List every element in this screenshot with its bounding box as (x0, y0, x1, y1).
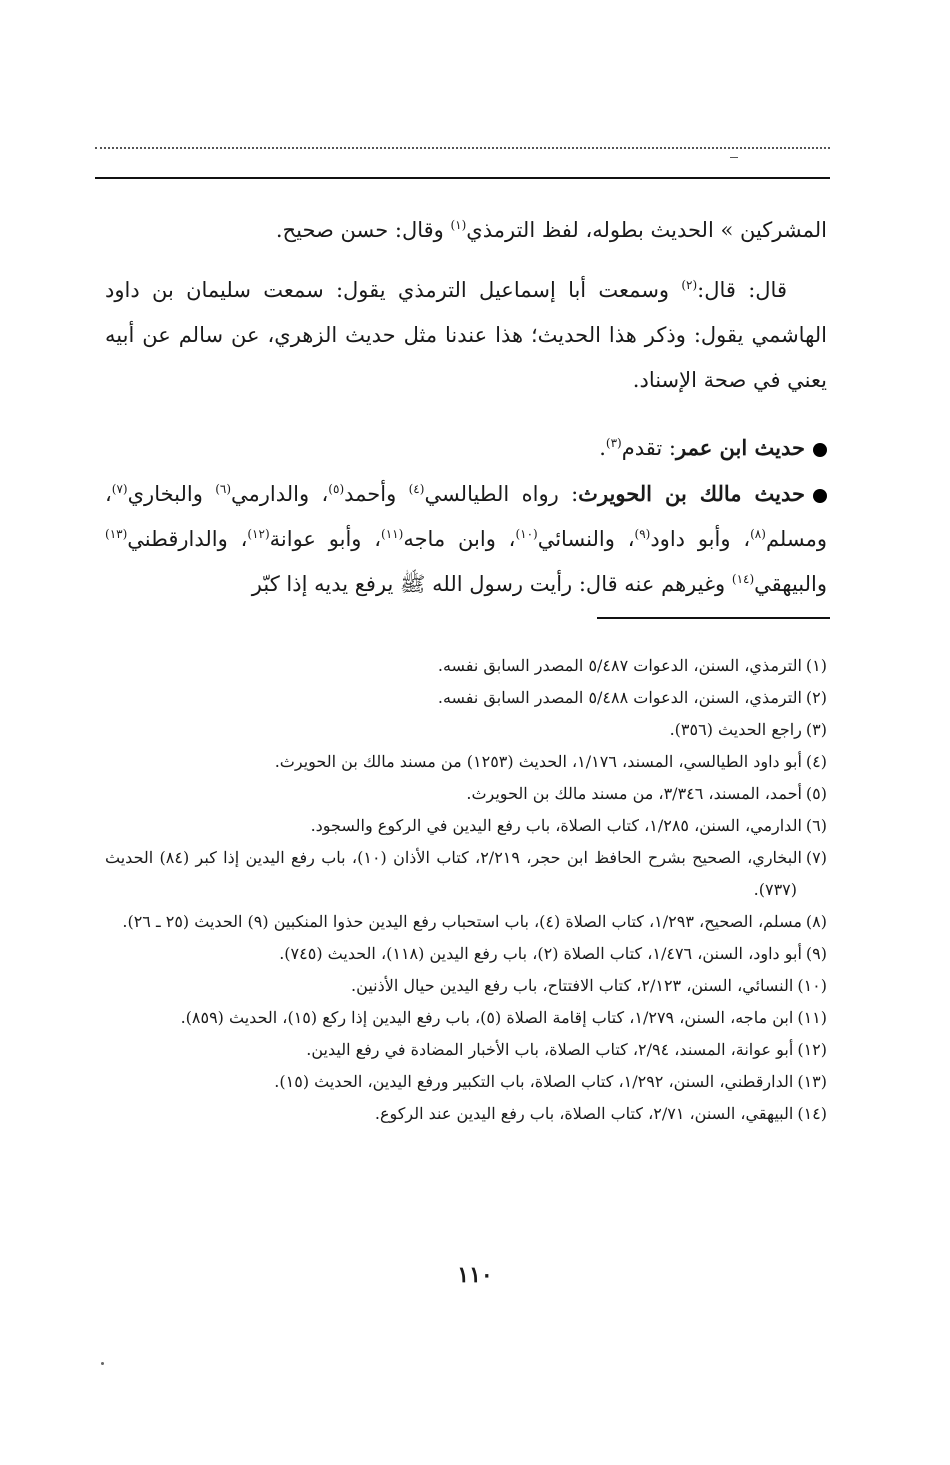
hadith-text: ، والدارقطني (127, 527, 248, 551)
footnote-number: (١٠) (797, 976, 827, 995)
footnote-item (105, 810, 827, 842)
footnote-item (105, 714, 827, 746)
footnote-text: ابن ماجه، السنن، ١/٢٧٩، كتاب إقامة الصلاة (٥)، باب رفع اليدين إذا ركع (١٥)، الحديث (٨٥٩). (180, 1008, 794, 1027)
header-dotted-rule (95, 147, 830, 149)
footnote-ref[interactable]: (١٤) (731, 572, 755, 586)
hadith-text: ، وابن ماجه (403, 527, 516, 551)
bullet-icon (813, 489, 827, 503)
footnote-text: أبو داود، السنن، ١/٤٧٦، كتاب الصلاة (٢)، باب رفع اليدين (١١٨)، الحديث (٧٤٥). (279, 944, 802, 963)
footnote-item (105, 970, 827, 1002)
footnote-text: الترمذي، السنن، الدعوات ٥/٤٨٨ المصدر السابق نفسه. (437, 688, 802, 707)
footnote-number: (٧) (805, 848, 828, 867)
footnote-ref[interactable]: (١٣) (105, 527, 128, 541)
footnote-ref[interactable]: (١٠) (515, 527, 538, 541)
header-mark (730, 157, 738, 158)
footnote-number: (١٣) (797, 1072, 827, 1091)
footnote-number: (٤) (805, 752, 827, 771)
footnote-ref[interactable]: (٥) (328, 482, 345, 496)
footnote-text: راجع الحديث (٣٥٦). (669, 720, 802, 739)
hadith-text: ، وأبو عوانة (269, 527, 382, 551)
footnote-text: البخاري، الصحيح بشرح الحافظ ابن حجر، ٢/٢١٩، كتاب الأذان (١٠)، باب رفع اليدين إذا كبر (٨٤) الحديث (٧٣٧). (105, 848, 802, 899)
footnote-number: (١٤) (797, 1104, 827, 1123)
footnote-item (105, 1098, 827, 1130)
main-text (105, 208, 827, 607)
footnote-item (105, 842, 827, 906)
footnote-ref[interactable]: (١٢) (247, 527, 270, 541)
footnote-text: أحمد، المسند، ٣/٣٤٦، من مسند مالك بن الحويرث. (466, 784, 802, 803)
hadith-item-malik (105, 471, 827, 607)
footnote-ref[interactable]: (٦) (215, 482, 232, 496)
footnote-ref[interactable]: (٣) (605, 436, 622, 450)
hadith-item-ibn-umar (105, 425, 827, 471)
footnote-number: (١١) (797, 1008, 827, 1027)
hadith-text: . (599, 436, 606, 460)
hadith-text: والبيهقي (754, 572, 827, 596)
paragraph-continuation (105, 208, 827, 253)
footnote-text: الترمذي، السنن، الدعوات ٥/٤٨٧ المصدر السابق نفسه. (437, 656, 802, 675)
footnote-number: (١) (805, 656, 827, 675)
footnote-text: الدارقطني، السنن، ١/٢٩٢، كتاب الصلاة، باب التكبير ورفع اليدين، الحديث (١٥). (274, 1072, 794, 1091)
footnote-ref[interactable]: (٩) (634, 527, 651, 541)
hadith-title: حديث ابن عمر (675, 435, 805, 460)
hadith-text: وأحمد (344, 482, 409, 506)
footnote-number: (٦) (805, 816, 827, 835)
footnote-text: مسلم، الصحيح، ١/٢٩٣، كتاب الصلاة (٤)، باب استحباب رفع اليدين حذوا المنكبين (٩) الحديث (٢٥ ـ ٢٦). (122, 912, 802, 931)
footnote-number: (٩) (805, 944, 827, 963)
footnote-text: أبو عوانة، المسند، ٢/٩٤، كتاب الصلاة، باب الأخبار المضادة في رفع اليدين. (306, 1040, 794, 1059)
hadith-text: وغيرهم عنه قال: رأيت رسول الله ﷺ يرفع يديه إذا كبّر (251, 572, 732, 596)
footnote-item (105, 746, 827, 778)
paragraph-text: وسمعت أبا إسماعيل الترمذي يقول: سمعت سليمان بن داود الهاشمي يقول: وذكر هذا الحديث؛ هذا عندنا مثل حديث الزهري، عن سالم عن أبيه يعني في صحة الإسناد. (105, 278, 827, 392)
footnote-text: البيهقي، السنن، ٢/٧١، كتاب الصلاة، باب رفع اليدين عند الركوع. (374, 1104, 794, 1123)
footnote-ref[interactable]: (٧) (111, 482, 128, 496)
footnote-ref[interactable]: (٨) (750, 527, 766, 541)
footnote-item (105, 906, 827, 938)
footnote-text: النسائي، السنن، ٢/١٢٣، كتاب الافتتاح، باب رفع اليدين حيال الأذنين. (351, 976, 794, 995)
bullet-icon (813, 443, 827, 457)
footnote-text: أبو داود الطيالسي، المسند، ١/١٧٦، الحديث (١٢٥٣) من مسند مالك بن الحويرث. (274, 752, 802, 771)
hadith-text: والبخاري (127, 482, 216, 506)
footnote-ref[interactable]: (٢) (681, 278, 698, 292)
footnote-number: (٨) (805, 912, 827, 931)
paragraph-text: قال: قال: (697, 278, 787, 302)
hadith-text: ، والدارمي (231, 482, 329, 506)
hadith-text: : رواه الطيالسي (424, 482, 579, 506)
footnote-ref[interactable]: (١) (450, 218, 467, 232)
footnote-item (105, 1002, 827, 1034)
paragraph-tirmidhi-quote (105, 268, 827, 403)
footnote-item (105, 1066, 827, 1098)
footnote-ref[interactable]: (١١) (381, 527, 404, 541)
footnote-item (105, 650, 827, 682)
hadith-text: : تقدم (621, 436, 676, 460)
footnote-number: (٣) (805, 720, 827, 739)
footnotes-list (105, 650, 827, 1130)
footnote-number: (١٢) (797, 1040, 827, 1059)
scan-speck (101, 1362, 104, 1365)
footnote-text: الدارمي، السنن، ١/٢٨٥، كتاب الصلاة، باب رفع اليدين في الركوع والسجود. (310, 816, 802, 835)
hadith-text: ، ومسلم (105, 482, 827, 551)
footnote-separator (597, 617, 830, 619)
footnote-item (105, 938, 827, 970)
header-solid-rule (95, 177, 830, 179)
footnote-number: (٥) (805, 784, 827, 803)
paragraph-text: وقال: حسن صحيح. (275, 218, 451, 242)
footnote-ref[interactable]: (٤) (408, 482, 425, 496)
footnote-item (105, 778, 827, 810)
paragraph-text: المشركين » الحديث بطوله، لفظ الترمذي (466, 218, 827, 242)
hadith-text: ، وأبو داود (650, 527, 751, 551)
hadith-text: ، والنسائي (537, 527, 635, 551)
hadith-title: حديث مالك بن الحويرث (578, 481, 806, 506)
footnote-item (105, 682, 827, 714)
footnote-number: (٢) (805, 688, 827, 707)
page-number: ١١٠ (457, 1262, 493, 1288)
footnote-item (105, 1034, 827, 1066)
